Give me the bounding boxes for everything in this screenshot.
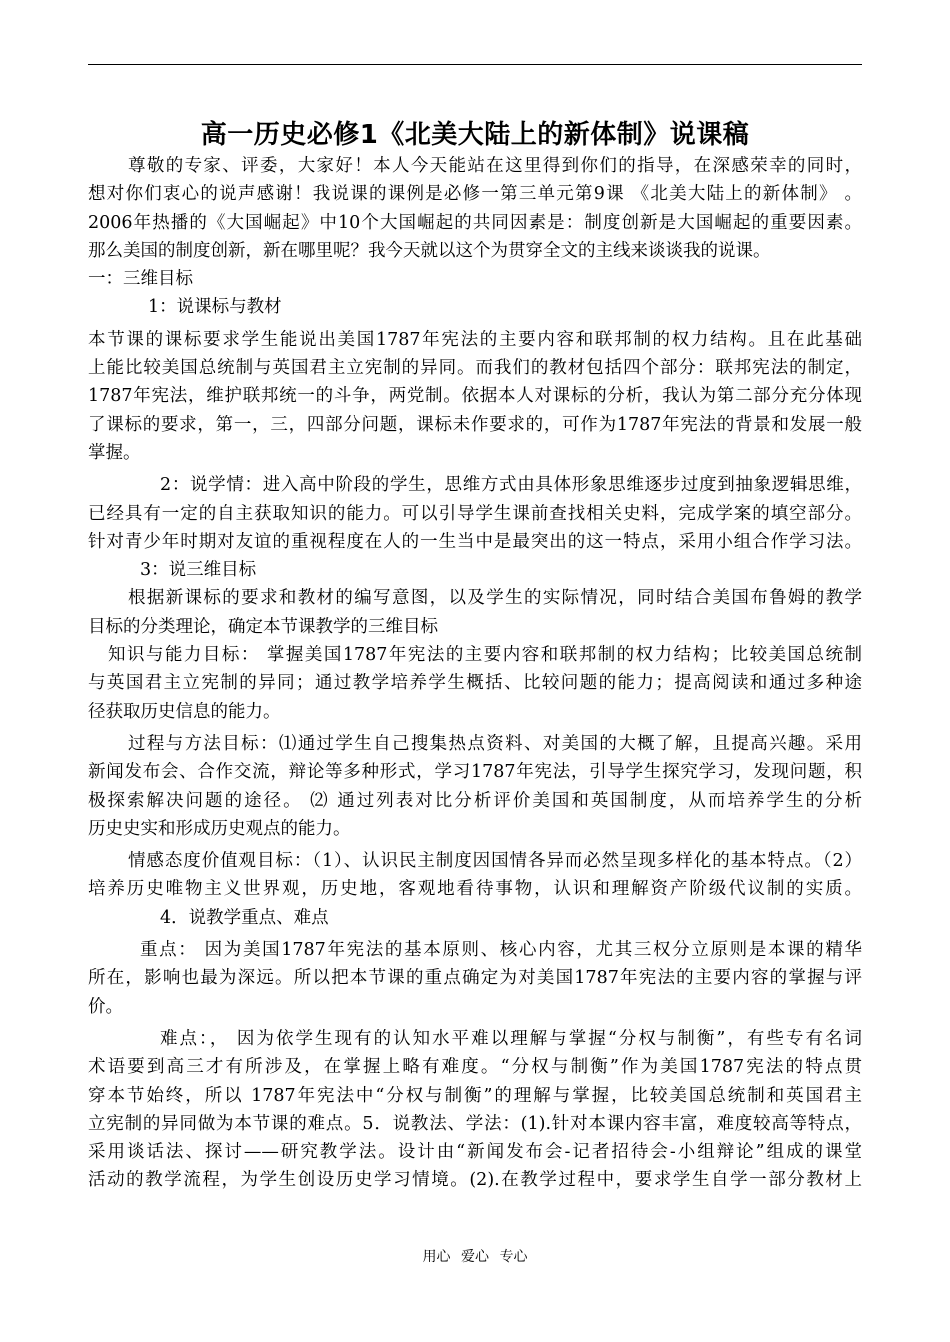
paragraph-line: 极探索解决问题的途径。 ⑵ 通过列表对比分析评价美国和英国制度，从而培养学生的分析 [88, 790, 862, 811]
paragraph-line: 立宪制的异同做为本节课的难点。5．说教法、学法：(1).针对本课内容丰富，难度较高等特点， [88, 1113, 862, 1134]
paragraph-line: 上能比较美国总统制与英国君主立宪制的异同。而我们的教材包括四个部分：联邦宪法的制定， [88, 358, 862, 379]
paragraph-line: 所在，影响也最为深远。所以把本节课的重点确定为对美国1787年宪法的主要内容的掌握与评 [88, 968, 862, 989]
paragraph-line: 情感态度价值观目标：（1）、认识民主制度因国情各异而必然呈现多样化的基本特点。（2） [128, 851, 862, 872]
paragraph-line: 历史史实和形成历史观点的能力。 [88, 818, 351, 839]
subsection-heading: 4．说教学重点、难点 [160, 907, 329, 928]
paragraph-line: 知识与能力目标： 掌握美国1787年宪法的主要内容和联邦制的权力结构；比较美国总统制 [108, 645, 862, 666]
paragraph-line: 重点： 因为美国1787年宪法的基本原则、核心内容，尤其三权分立原则是本课的精华 [140, 940, 862, 961]
paragraph-line: 培养历史唯物主义世界观，历史地，客观地看待事物，认识和理解资产阶级代议制的实质。 [88, 879, 862, 900]
paragraph-line: 掌握。 [88, 442, 141, 463]
section-heading: 一：三维目标 [88, 269, 193, 290]
document-body [88, 152, 862, 1195]
paragraph-line: 针对青少年时期对友谊的重视程度在人的一生当中是最突出的这一特点，采用小组合作学习法。 [88, 531, 862, 552]
paragraph-line: 那么美国的制度创新，新在哪里呢？我今天就以这个为贯穿全文的主线来谈谈我的说课。 [88, 240, 771, 261]
subsection-heading: 3：说三维目标 [140, 560, 257, 581]
paragraph-line: 与英国君主立宪制的异同；通过教学培养学生概括、比较问题的能力；提高阅读和通过多种途 [88, 673, 862, 694]
paragraph-line: 了课标的要求，第一，三，四部分问题，课标未作要求的，可作为1787年宪法的背景和发展一般 [88, 414, 862, 435]
paragraph-line: 采用谈话法、探讨——研究教学法。设计由“新闻发布会-记者招待会-小组辩论”组成的课堂 [88, 1142, 862, 1163]
subsection-heading: 1：说课标与教材 [148, 297, 282, 318]
paragraph-line: 径获取历史信息的能力。 [88, 701, 281, 722]
paragraph-line: 尊敬的专家、评委，大家好！本人今天能站在这里得到你们的指导，在深感荣幸的同时， [128, 156, 862, 176]
paragraph-line: 2：说学情：进入高中阶段的学生，思维方式由具体形象思维逐步过度到抽象逻辑思维， [160, 475, 862, 496]
paragraph-line: 已经具有一定的自主获取知识的能力。可以引导学生课前查找相关史料，完成学案的填空部分。 [88, 503, 862, 524]
paragraph-line: 难点：， 因为依学生现有的认知水平难以理解与掌握“分权与制衡”，有些专有名词 [160, 1028, 862, 1049]
paragraph-line: 本节课的课标要求学生能说出美国1787年宪法的主要内容和联邦制的权力结构。且在此基础 [88, 329, 862, 350]
page-footer: 用心 爱心 专心 [422, 1249, 528, 1265]
paragraph-line: 术语要到高三才有所涉及，在掌握上略有难度。“分权与制衡”作为美国1787宪法的特点贯 [88, 1057, 862, 1078]
paragraph-line: 想对你们衷心的说声感谢！我说课的课例是必修一第三单元第9课 《北美大陆上的新体制》 。 [88, 184, 862, 205]
paragraph-line: 1787年宪法，维护联邦统一的斗争，两党制。依据本人对课标的分析，我认为第二部分充分体现 [88, 386, 862, 407]
header-rule [88, 64, 862, 65]
paragraph-line: 过程与方法目标：⑴通过学生自己搜集热点资料、对美国的大概了解，且提高兴趣。采用 [128, 733, 862, 754]
paragraph-line: 目标的分类理论，确定本节课教学的三维目标 [88, 616, 438, 637]
paragraph-line: 活动的教学流程，为学生创设历史学习情境。(2).在教学过程中，要求学生自学一部分教材上 [88, 1170, 862, 1191]
document-title: 高一历史必修1《北美大陆上的新体制》说课稿 [200, 120, 750, 150]
paragraph-line: 2006年热播的《大国崛起》中10个大国崛起的共同因素是：制度创新是大国崛起的重要因素。 [88, 212, 862, 233]
paragraph-line: 根据新课标的要求和教材的编写意图，以及学生的实际情况，同时结合美国布鲁姆的教学 [128, 588, 862, 609]
paragraph-line: 价。 [88, 996, 123, 1017]
paragraph-line: 穿本节始终，所以 1787年宪法中“分权与制衡”的理解与掌握，比较美国总统制和英国君主 [88, 1085, 862, 1106]
paragraph-line: 新闻发布会、合作交流，辩论等多种形式，学习1787年宪法，引导学生探究学习，发现问题，积 [88, 762, 862, 783]
